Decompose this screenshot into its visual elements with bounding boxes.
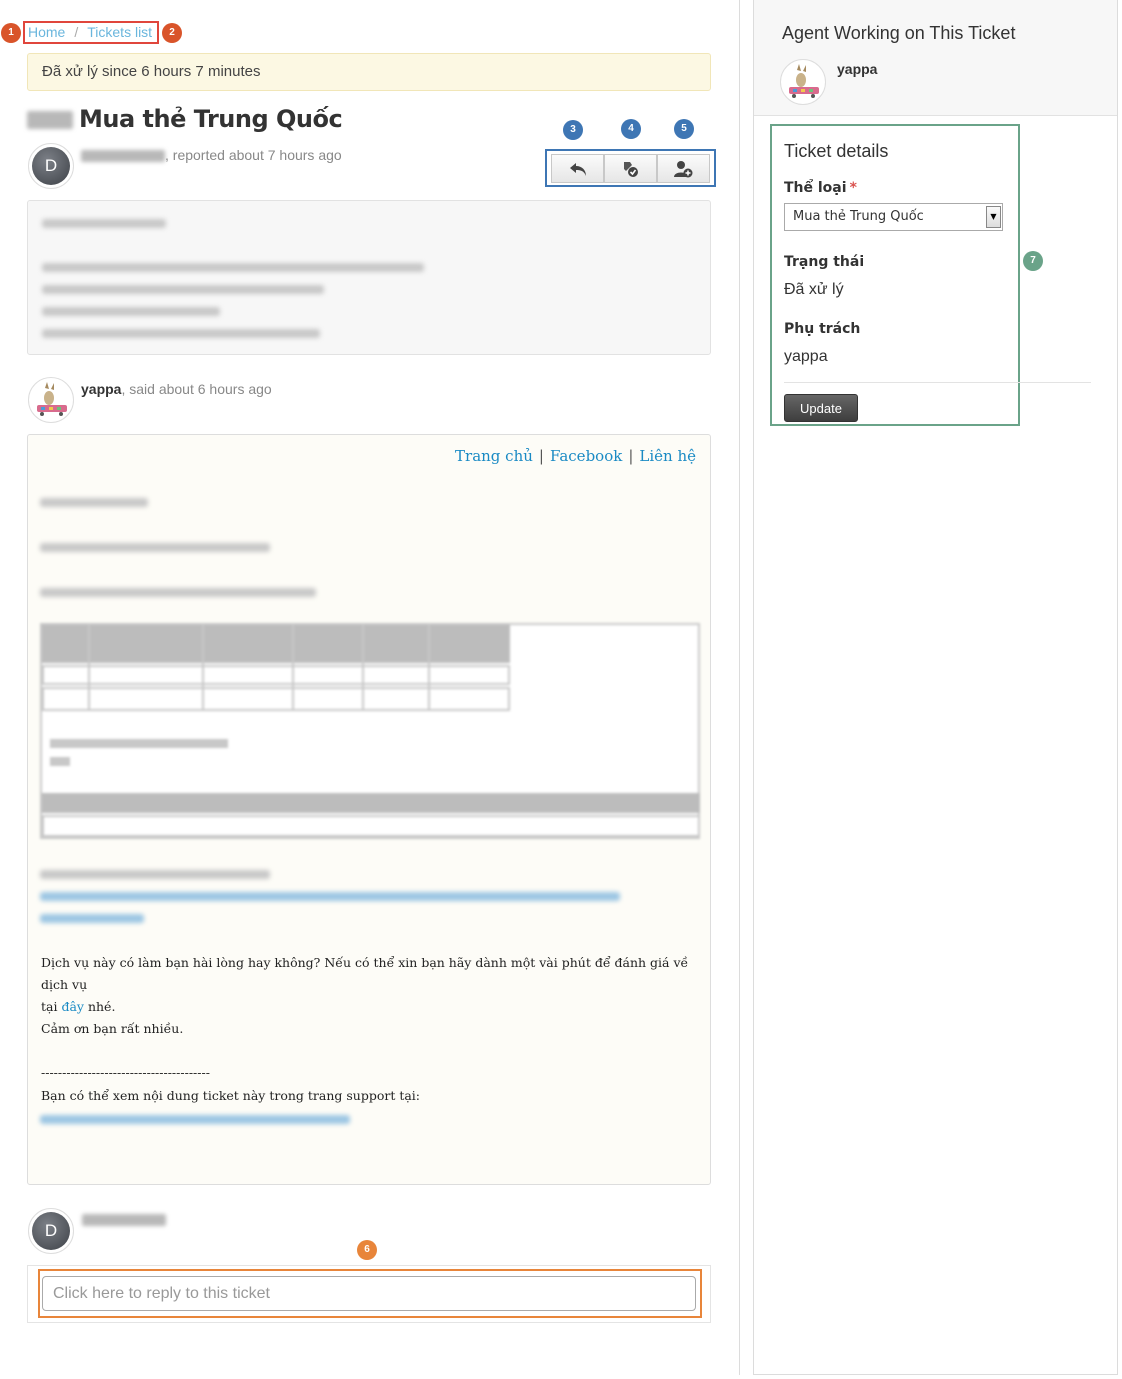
redacted-line — [42, 285, 324, 294]
survey-text-prefix: tại — [41, 999, 62, 1014]
annotation-marker-2: 2 — [162, 23, 182, 43]
composer-name-redacted — [82, 1214, 166, 1226]
redacted-link — [40, 892, 620, 901]
annotation-marker-7: 7 — [1023, 251, 1043, 271]
reporter-name-redacted — [81, 150, 165, 162]
owner-value: yappa — [784, 348, 828, 365]
facebook-link[interactable]: Facebook — [549, 447, 623, 465]
reply-input[interactable] — [42, 1276, 696, 1311]
reply-author-name: yappa — [81, 381, 122, 397]
breadcrumb-tickets-link[interactable]: Tickets list — [87, 24, 153, 40]
order-table-redacted — [40, 623, 700, 839]
reporter-meta — [81, 147, 342, 163]
ticket-actions-toolbar — [545, 149, 716, 187]
status-value: Đã xử lý — [784, 281, 844, 298]
reply-icon — [568, 160, 588, 178]
link-divider: | — [538, 447, 544, 465]
status-alert: Đã xử lý since 6 hours 7 minutes — [27, 53, 711, 91]
reply-meta-text: , said about 6 hours ago — [121, 381, 272, 397]
assign-user-button[interactable] — [657, 154, 710, 183]
update-button[interactable]: Update — [784, 394, 858, 422]
email-header-links — [455, 447, 696, 465]
annotation-marker-3: 3 — [563, 120, 583, 140]
survey-text-line-1: Dịch vụ này có làm bạn hài lòng hay không? Nếu có thể xin bạn hãy dành một vài phút để đánh giá về dịch vụ — [41, 955, 689, 992]
redacted-line — [40, 498, 148, 507]
agent-panel — [754, 0, 1117, 116]
survey-text-suffix: nhé. — [83, 999, 116, 1014]
category-select[interactable] — [784, 203, 1003, 231]
status-label: Trạng thái — [784, 254, 865, 270]
contact-link[interactable]: Liên hệ — [639, 447, 696, 465]
redacted-line — [40, 588, 316, 597]
ticket-details-title: Ticket details — [784, 141, 889, 161]
details-divider — [784, 382, 1091, 383]
reply-button[interactable] — [551, 154, 604, 183]
redacted-line — [42, 329, 320, 338]
owner-label: Phụ trách — [784, 321, 861, 337]
reporter-avatar-letter: D — [32, 147, 70, 185]
annotation-marker-4: 4 — [621, 119, 641, 139]
redacted-link — [40, 914, 144, 923]
redacted-support-link — [40, 1115, 350, 1124]
home-link[interactable]: Trang chủ — [455, 447, 533, 465]
agent-name: yappa — [837, 61, 878, 77]
annotation-marker-5: 5 — [674, 119, 694, 139]
reporter-avatar — [28, 143, 74, 189]
survey-link[interactable]: đây — [61, 999, 84, 1014]
signature-divider: ---------------------------------------- — [41, 1065, 210, 1080]
category-label-text: Thể loại — [784, 180, 847, 196]
required-mark: * — [849, 180, 857, 196]
sidebar — [753, 0, 1118, 1375]
reporter-meta-text: , reported about 7 hours ago — [165, 147, 342, 163]
agent-reply-message — [27, 434, 711, 1185]
link-divider: | — [628, 447, 634, 465]
category-label — [784, 180, 857, 196]
ticket-title — [27, 105, 342, 137]
redacted-line — [40, 543, 270, 552]
ticket-title-text: Mua thẻ Trung Quốc — [79, 105, 343, 133]
resolve-icon — [620, 159, 642, 179]
breadcrumb-separator: / — [74, 24, 79, 40]
select-arrow-icon: ▼ — [986, 206, 1001, 228]
annotation-marker-6: 6 — [357, 1240, 377, 1260]
yappa-avatar-image — [29, 378, 74, 423]
redacted-line — [42, 307, 220, 316]
survey-text — [41, 952, 701, 1018]
agent-heading: Agent Working on This Ticket — [782, 23, 1016, 43]
thanks-text: Cảm ơn bạn rất nhiều. — [41, 1021, 184, 1036]
category-select-value: Mua thẻ Trung Quốc — [793, 209, 924, 224]
breadcrumb — [23, 21, 159, 44]
breadcrumb-home-link[interactable]: Home — [28, 24, 66, 40]
agent-avatar — [780, 59, 826, 105]
reply-meta — [81, 381, 272, 397]
redacted-line — [40, 870, 270, 879]
composer-avatar — [28, 1208, 74, 1254]
reporter-message — [27, 200, 711, 355]
redacted-line — [42, 219, 166, 228]
redacted-line — [42, 263, 424, 272]
composer-avatar-letter: D — [32, 1212, 70, 1250]
ticket-id-redacted — [27, 111, 73, 129]
resolve-button[interactable] — [604, 154, 657, 183]
reply-author-avatar — [28, 377, 74, 423]
ticket-details-panel — [770, 124, 1020, 426]
assign-user-icon — [673, 159, 695, 179]
support-text: Bạn có thể xem nội dung ticket này trong trang support tại: — [41, 1088, 421, 1103]
annotation-marker-1: 1 — [1, 23, 21, 43]
yappa-avatar-image — [781, 60, 826, 105]
